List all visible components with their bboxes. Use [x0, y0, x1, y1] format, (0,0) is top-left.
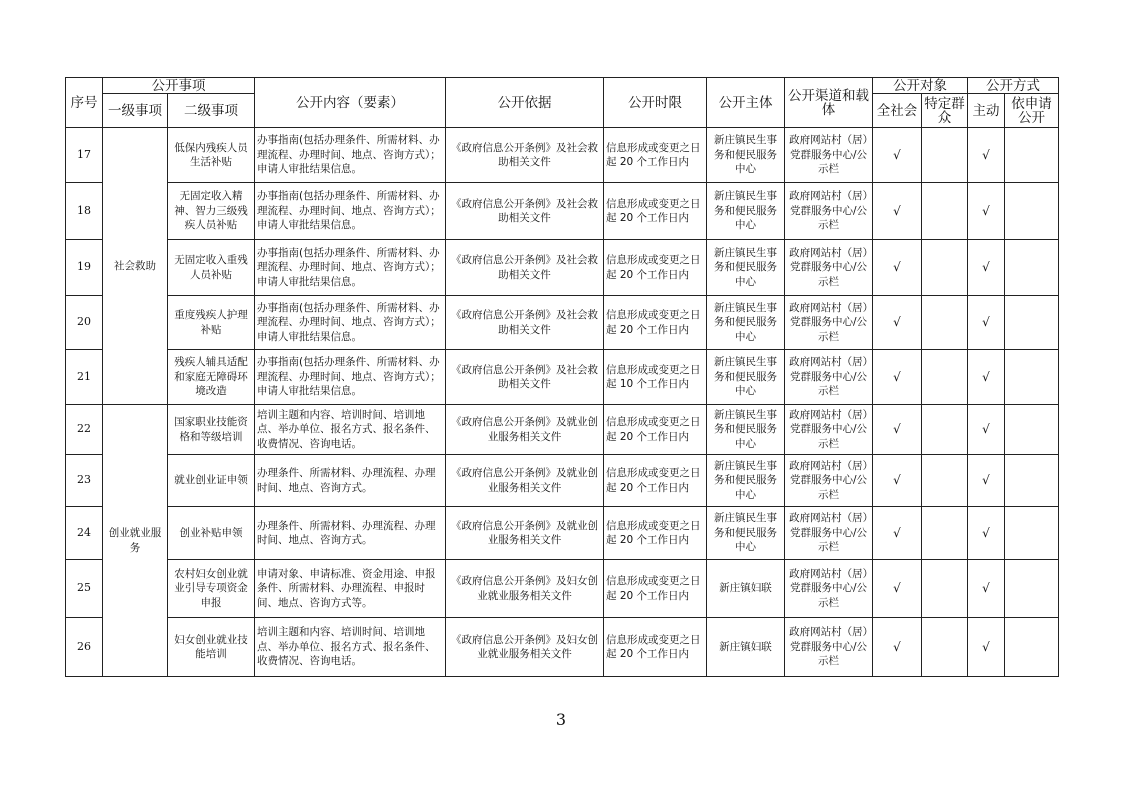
item-time-limit: 信息形成或变更之日起 10 个工作日内 [604, 350, 707, 405]
header-level1: 一级事项 [103, 94, 168, 128]
table-row [66, 296, 1059, 350]
item-subject: 新庄镇民生事务和便民服务中心 [707, 405, 785, 455]
header-level2: 二级事项 [168, 94, 255, 128]
check-specific [922, 455, 968, 507]
table-row [66, 128, 1059, 183]
item-name: 低保内残疾人员生活补贴 [168, 128, 255, 183]
check-request [1005, 618, 1059, 677]
header-seq: 序号 [66, 78, 103, 128]
check-request [1005, 240, 1059, 296]
item-name: 就业创业证申领 [168, 455, 255, 507]
item-basis: 《政府信息公开条例》及社会救助相关文件 [446, 183, 604, 240]
item-basis: 《政府信息公开条例》及妇女创业就业服务相关文件 [446, 618, 604, 677]
table-row [66, 560, 1059, 618]
page-number: 3 [555, 710, 567, 729]
row-number: 23 [66, 455, 103, 507]
item-content: 办事指南(包括办理条件、所需材料、办理流程、办理时间、地点、咨询方式）；申请人审批结果信息。 [255, 350, 446, 405]
item-subject: 新庄镇妇联 [707, 618, 785, 677]
check-specific [922, 240, 968, 296]
item-channel: 政府网站村（居）党群服务中心/公示栏 [785, 405, 873, 455]
check-active: √ [968, 618, 1005, 677]
item-channel: 政府网站村（居）党群服务中心/公示栏 [785, 455, 873, 507]
item-time-limit: 信息形成或变更之日起 20 个工作日内 [604, 455, 707, 507]
check-all: √ [873, 507, 922, 560]
row-number: 24 [66, 507, 103, 560]
item-basis: 《政府信息公开条例》及就业创业服务相关文件 [446, 507, 604, 560]
row-number: 22 [66, 405, 103, 455]
row-number: 19 [66, 240, 103, 296]
check-all: √ [873, 296, 922, 350]
disclosure-table [65, 77, 1059, 677]
check-specific [922, 350, 968, 405]
item-content: 办理条件、所需材料、办理流程、办理时间、地点、咨询方式。 [255, 507, 446, 560]
item-name: 重度残疾人护理补贴 [168, 296, 255, 350]
item-subject: 新庄镇民生事务和便民服务中心 [707, 128, 785, 183]
check-all: √ [873, 240, 922, 296]
check-active: √ [968, 128, 1005, 183]
item-name: 妇女创业就业技能培训 [168, 618, 255, 677]
item-subject: 新庄镇民生事务和便民服务中心 [707, 183, 785, 240]
item-subject: 新庄镇民生事务和便民服务中心 [707, 455, 785, 507]
item-basis: 《政府信息公开条例》及社会救助相关文件 [446, 350, 604, 405]
row-number: 26 [66, 618, 103, 677]
check-request [1005, 296, 1059, 350]
check-all: √ [873, 560, 922, 618]
item-name: 无固定收入重残人员补贴 [168, 240, 255, 296]
item-basis: 《政府信息公开条例》及妇女创业就业服务相关文件 [446, 560, 604, 618]
item-content: 办理条件、所需材料、办理流程、办理时间、地点、咨询方式。 [255, 455, 446, 507]
check-all: √ [873, 455, 922, 507]
header-method-active: 主动 [968, 94, 1005, 128]
row-number: 25 [66, 560, 103, 618]
header-channel: 公开渠道和载体 [785, 78, 873, 128]
check-request [1005, 560, 1059, 618]
item-content: 办事指南(包括办理条件、所需材料、办理流程、办理时间、地点、咨询方式）；申请人审批结果信息。 [255, 296, 446, 350]
item-channel: 政府网站村（居）党群服务中心/公示栏 [785, 183, 873, 240]
check-active: √ [968, 296, 1005, 350]
header-items-group: 公开事项 [103, 78, 255, 94]
check-all: √ [873, 128, 922, 183]
item-time-limit: 信息形成或变更之日起 20 个工作日内 [604, 128, 707, 183]
item-basis: 《政府信息公开条例》及就业创业服务相关文件 [446, 405, 604, 455]
item-basis: 《政府信息公开条例》及就业创业服务相关文件 [446, 455, 604, 507]
item-channel: 政府网站村（居）党群服务中心/公示栏 [785, 618, 873, 677]
item-content: 培训主题和内容、培训时间、培训地点、举办单位、报名方式、报名条件、收费情况、咨询电话。 [255, 618, 446, 677]
item-basis: 《政府信息公开条例》及社会救助相关文件 [446, 240, 604, 296]
item-time-limit: 信息形成或变更之日起 20 个工作日内 [604, 560, 707, 618]
check-active: √ [968, 455, 1005, 507]
group-employment: 创业就业服务 [103, 405, 168, 677]
check-active: √ [968, 405, 1005, 455]
check-specific [922, 560, 968, 618]
item-name: 创业补贴申领 [168, 507, 255, 560]
table-row [66, 618, 1059, 677]
check-specific [922, 296, 968, 350]
header-target-group: 公开对象 [873, 78, 968, 94]
check-specific [922, 405, 968, 455]
header-target-all: 全社会 [873, 94, 922, 128]
row-number: 17 [66, 128, 103, 183]
check-request [1005, 350, 1059, 405]
header-subject: 公开主体 [707, 78, 785, 128]
item-time-limit: 信息形成或变更之日起 20 个工作日内 [604, 405, 707, 455]
check-active: √ [968, 507, 1005, 560]
header-content: 公开内容（要素） [255, 78, 446, 128]
table-row [66, 183, 1059, 240]
item-time-limit: 信息形成或变更之日起 20 个工作日内 [604, 618, 707, 677]
check-specific [922, 618, 968, 677]
group-social-aid: 社会救助 [103, 128, 168, 405]
item-channel: 政府网站村（居）党群服务中心/公示栏 [785, 350, 873, 405]
item-content: 培训主题和内容、培训时间、培训地点、举办单位、报名方式、报名条件、收费情况、咨询电话。 [255, 405, 446, 455]
header-basis: 公开依据 [446, 78, 604, 128]
header-target-specific: 特定群众 [922, 94, 968, 128]
item-channel: 政府网站村（居）党群服务中心/公示栏 [785, 560, 873, 618]
table-row [66, 455, 1059, 507]
check-all: √ [873, 350, 922, 405]
table-row [66, 507, 1059, 560]
item-time-limit: 信息形成或变更之日起 20 个工作日内 [604, 240, 707, 296]
item-channel: 政府网站村（居）党群服务中心/公示栏 [785, 296, 873, 350]
item-content: 办事指南(包括办理条件、所需材料、办理流程、办理时间、地点、咨询方式）；申请人审批结果信息。 [255, 183, 446, 240]
item-channel: 政府网站村（居）党群服务中心/公示栏 [785, 240, 873, 296]
check-request [1005, 183, 1059, 240]
check-specific [922, 507, 968, 560]
item-basis: 《政府信息公开条例》及社会救助相关文件 [446, 128, 604, 183]
check-specific [922, 128, 968, 183]
item-name: 国家职业技能资格和等级培训 [168, 405, 255, 455]
check-all: √ [873, 183, 922, 240]
item-basis: 《政府信息公开条例》及社会救助相关文件 [446, 296, 604, 350]
item-subject: 新庄镇民生事务和便民服务中心 [707, 240, 785, 296]
item-content: 申请对象、申请标准、资金用途、申报条件、所需材料、办理流程、申报时间、地点、咨询方式等。 [255, 560, 446, 618]
check-request [1005, 128, 1059, 183]
item-name: 农村妇女创业就业引导专项资金申报 [168, 560, 255, 618]
item-name: 无固定收入精神、智力三级残疾人员补贴 [168, 183, 255, 240]
check-specific [922, 183, 968, 240]
item-time-limit: 信息形成或变更之日起 20 个工作日内 [604, 296, 707, 350]
item-time-limit: 信息形成或变更之日起 20 个工作日内 [604, 183, 707, 240]
check-request [1005, 507, 1059, 560]
check-all: √ [873, 618, 922, 677]
check-active: √ [968, 350, 1005, 405]
header-time-limit: 公开时限 [604, 78, 707, 128]
item-channel: 政府网站村（居）党群服务中心/公示栏 [785, 128, 873, 183]
item-subject: 新庄镇民生事务和便民服务中心 [707, 350, 785, 405]
item-subject: 新庄镇民生事务和便民服务中心 [707, 296, 785, 350]
row-number: 18 [66, 183, 103, 240]
check-active: √ [968, 183, 1005, 240]
item-subject: 新庄镇民生事务和便民服务中心 [707, 507, 785, 560]
table-row [66, 350, 1059, 405]
table-row [66, 405, 1059, 455]
item-subject: 新庄镇妇联 [707, 560, 785, 618]
row-number: 20 [66, 296, 103, 350]
item-channel: 政府网站村（居）党群服务中心/公示栏 [785, 507, 873, 560]
row-number: 21 [66, 350, 103, 405]
check-active: √ [968, 560, 1005, 618]
check-request [1005, 405, 1059, 455]
header-method-request: 依申请公开 [1005, 94, 1059, 128]
item-content: 办事指南(包括办理条件、所需材料、办理流程、办理时间、地点、咨询方式）；申请人审批结果信息。 [255, 240, 446, 296]
item-content: 办事指南(包括办理条件、所需材料、办理流程、办理时间、地点、咨询方式）；申请人审批结果信息。 [255, 128, 446, 183]
header-method-group: 公开方式 [968, 78, 1059, 94]
check-active: √ [968, 240, 1005, 296]
item-time-limit: 信息形成或变更之日起 20 个工作日内 [604, 507, 707, 560]
item-name: 残疾人辅具适配和家庭无障碍环境改造 [168, 350, 255, 405]
check-request [1005, 455, 1059, 507]
check-all: √ [873, 405, 922, 455]
table-row [66, 240, 1059, 296]
